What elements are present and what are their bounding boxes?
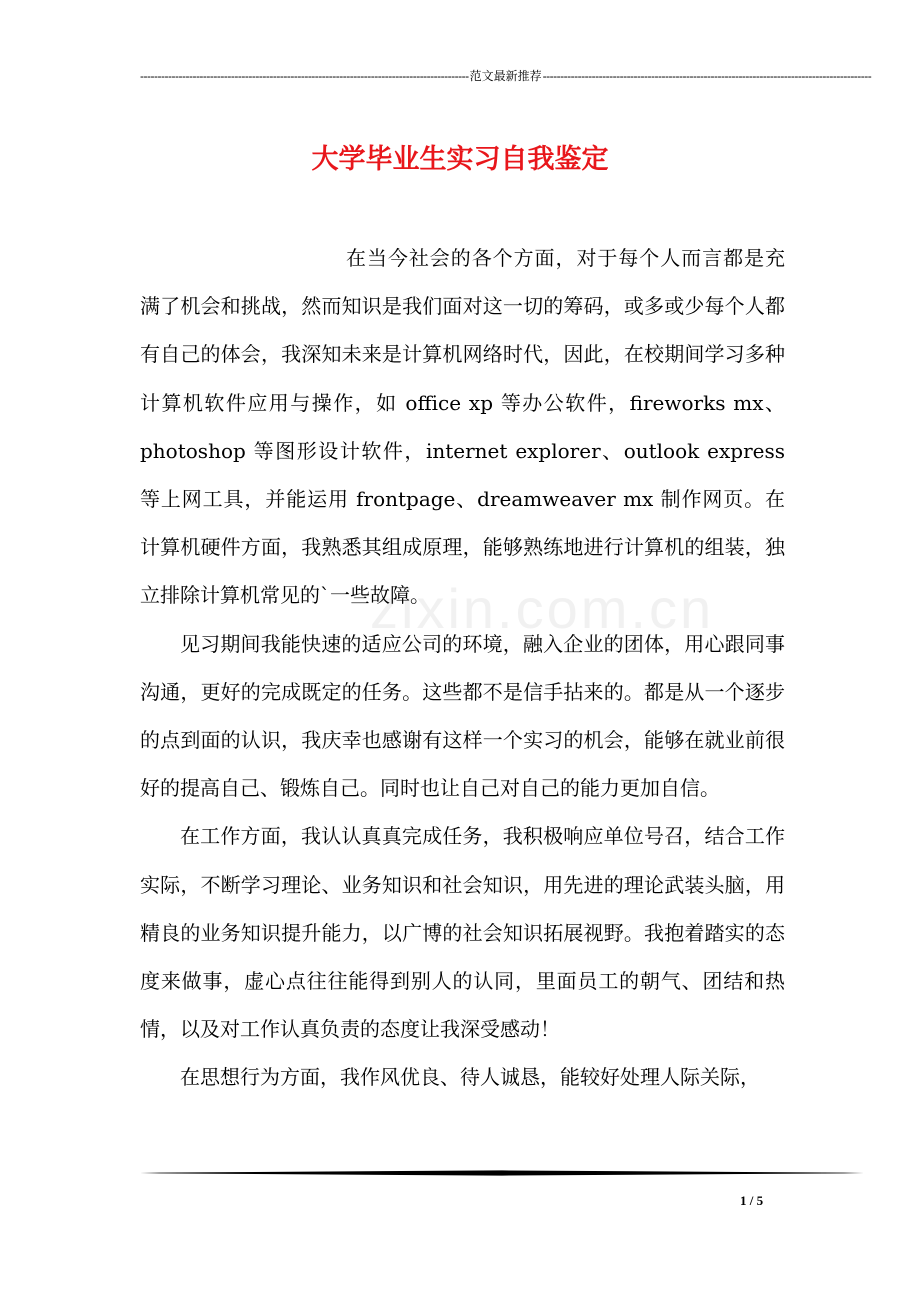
header-dashes-left: ---------------------------------------------------------------------------------------------- [140,69,469,83]
header-line [140,68,872,84]
header-label: 范文最新推荐 [469,69,542,83]
paragraph: 在当今社会的各个方面，对于每个人而言都是充满了机会和挑战，然而知识是我们面对这一切的筹码，或多或少每个人都有自己的体会，我深知未来是计算机网络时代，因此，在校期间学习多种计算机软件应用与操作，如 office xp 等办公软件，fireworks mx、photoshop 等图形设计软件，internet explorer、outlook express 等上网工具，并能运用 frontpage、dreamweaver mx 制作网页。在计算机硬件方面，我熟悉其组成原理，能够熟练地进行计算机的组装，独立排除计算机常见的`一些故障。 [140,246,785,608]
paragraph: 在思想行为方面，我作风优良、待人诚恳，能较好处理人际关际， [180,1065,760,1090]
document-body [140,234,785,1102]
paragraph: 见习期间我能快速的适应公司的环境，融入企业的团体，用心跟同事沟通，更好的完成既定的任务。这些都不是信手拈来的。都是从一个逐步的点到面的认识，我庆幸也感谢有这样一个实习的机会，能够在就业前很好的提高自己、锻炼自己。同时也让自己对自己的能力更加自信。 [140,631,785,801]
page-number: 1 / 5 [740,1193,764,1208]
footer-rule [140,1170,864,1176]
header-dashes-right: ---------------------------------------------------------------------------------------------- [542,69,872,83]
paragraph: 在工作方面，我认认真真完成任务，我积极响应单位号召，结合工作实际，不断学习理论、业务知识和社会知识，用先进的理论武装头脑，用精良的业务知识提升能力，以广博的社会知识拓展视野。我抱着踏实的态度来做事，虚心点往往能得到别人的认同，里面员工的朝气、团结和热情，以及对工作认真负责的态度让我深受感动！ [140,824,785,1042]
watermark: zixin.com.cn [370,577,715,640]
document-title: 大学毕业生实习自我鉴定 [311,144,609,176]
